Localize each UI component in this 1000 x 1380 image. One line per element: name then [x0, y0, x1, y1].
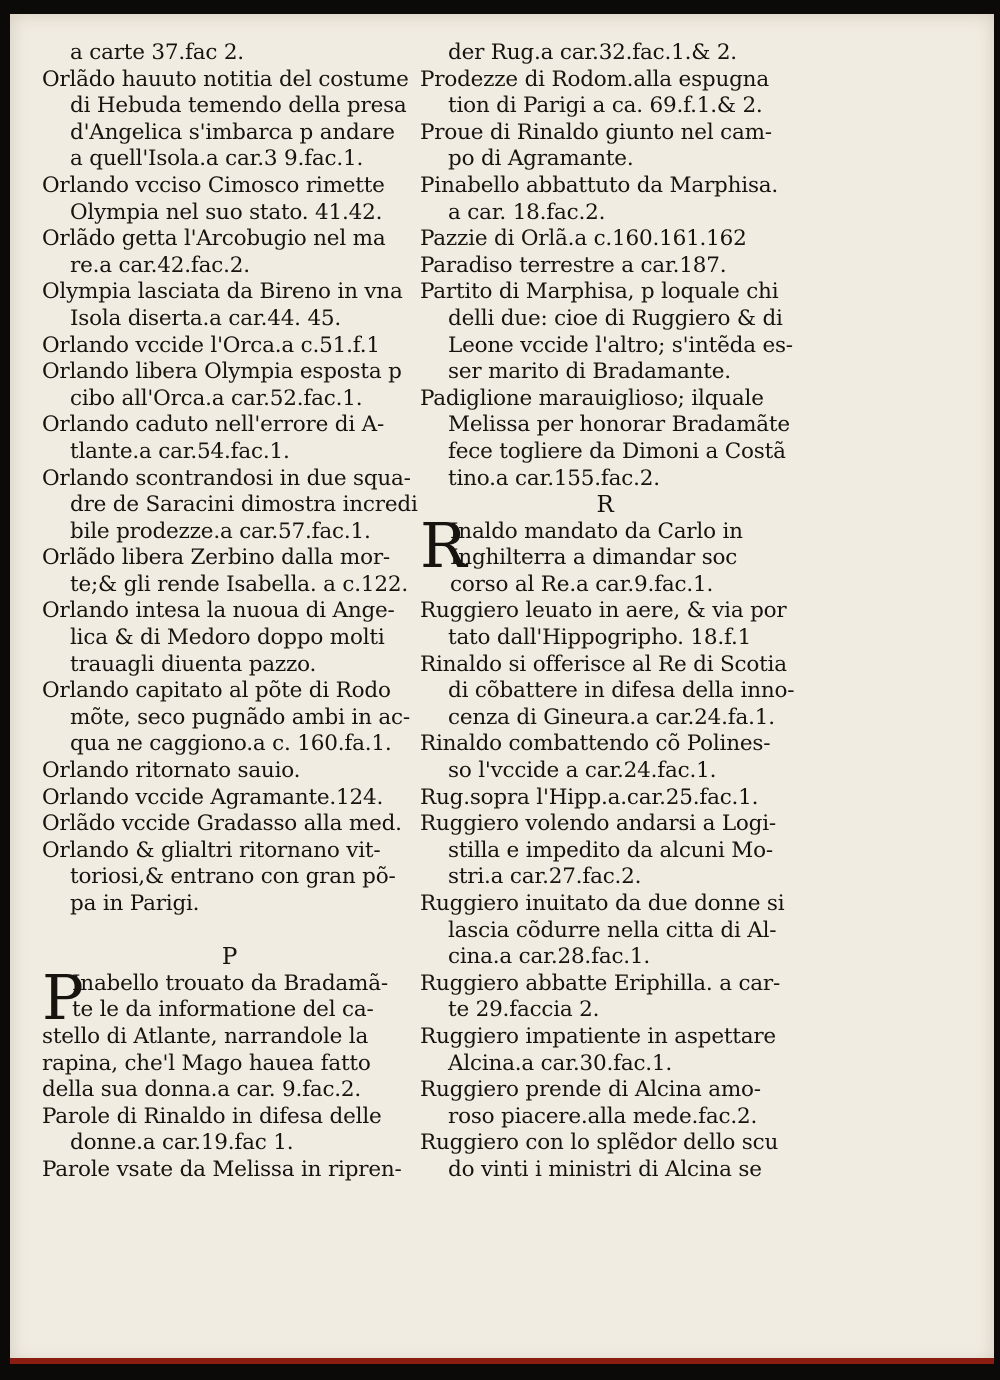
drop-cap-initial: R [420, 508, 467, 582]
index-entry [42, 1104, 417, 1157]
index-entry [42, 279, 417, 332]
entry-first-line: Orlãdo hauuto notitia del costume [42, 66, 409, 92]
entry-first-line: Rinaldo si offerisce al Re di Scotia [420, 651, 787, 677]
section-letter: P [221, 944, 238, 971]
continued-text: a carte 37.fac 2. [70, 40, 244, 65]
entry-first-line: Ruggiero leuato in aere, & via por [420, 598, 787, 624]
entry-continuation-line: Melissa per honorar Bradamãte [448, 412, 790, 438]
index-entry [42, 785, 417, 812]
drop-cap-line: rapina, che'l Mago hauea fatto [42, 1050, 371, 1076]
entry-continuation-line: delli due: cioe di Ruggiero & di [448, 305, 783, 331]
index-entry [420, 785, 790, 812]
entry-continuation-line: dre de Saracini dimostra incredi [70, 492, 418, 518]
entry-continuation-line: roso piacere.alla mede.fac.2. [448, 1103, 758, 1129]
entry-continuation-line: tion di Parigi a ca. 69.f.1.& 2. [448, 93, 763, 119]
entry-continuation-line: fece togliere da Dimoni a Costã [448, 438, 786, 464]
drop-cap-entry [42, 960, 417, 1104]
entry-first-line: Pinabello abbattuto da Marphisa. [420, 172, 779, 198]
entry-first-line: Orlando caduto nell'errore di A- [42, 412, 385, 438]
blank-space [42, 918, 417, 945]
entry-continuation-line: tato dall'Hippogripho. 18.f.1 [448, 625, 752, 651]
drop-cap-line: Inabello trouato da Bradamã- [72, 970, 388, 996]
index-entry [42, 545, 417, 598]
index-entry [42, 678, 417, 758]
index-entry [420, 253, 790, 280]
entry-continuation-line: d'Angelica s'imbarca p andare [70, 119, 395, 145]
entry-first-line: Orlando scontrandosi in due squa- [42, 465, 411, 491]
entry-first-line: Orlando & glialtri ritornano vit- [42, 837, 381, 863]
entry-continuation-line: a quell'Isola.a car.3 9.fac.1. [70, 146, 364, 172]
continued-line [420, 40, 790, 67]
entry-continuation-line: so l'vccide a car.24.fac.1. [448, 758, 717, 784]
entry-first-line: Orlãdo vccide Gradasso alla med. [42, 811, 402, 837]
index-entry [42, 466, 417, 546]
entry-first-line: Orlando libera Olympia esposta p [42, 359, 402, 385]
entry-first-line: Padiglione marauiglioso; ilquale [420, 385, 764, 411]
drop-cap-line: te le da informatione del ca- [72, 997, 374, 1023]
entry-first-line: Orlãdo libera Zerbino dalla mor- [42, 545, 390, 571]
entry-first-line: Orlando capitato al põte di Rodo [42, 678, 391, 704]
entry-first-line: Parole vsate da Melissa in ripren- [42, 1156, 402, 1182]
index-entry [420, 1130, 790, 1183]
entry-continuation-line: tlante.a car.54.fac.1. [70, 438, 290, 464]
entry-first-line: Rinaldo combattendo cõ Polines- [420, 731, 771, 757]
index-entry [420, 1077, 790, 1130]
entry-continuation-line: tino.a car.155.fac.2. [448, 465, 660, 491]
index-entry [42, 1157, 417, 1184]
index-entry [420, 891, 790, 971]
entry-continuation-line: stilla e impedito da alcuni Mo- [448, 837, 773, 863]
entry-continuation-line: te;& gli rende Isabella. a c.122. [70, 571, 408, 597]
index-entry [42, 359, 417, 412]
entry-first-line: Ruggiero inuitato da due donne si [420, 891, 785, 916]
continued-text: der Rug.a car.32.fac.1.& 2. [448, 40, 737, 65]
entry-continuation-line: cenza di Gineura.a car.24.fa.1. [448, 704, 775, 730]
entry-continuation-line: qua ne caggiono.a c. 160.fa.1. [70, 731, 392, 757]
entry-first-line: Orlando vcciso Cimosco rimette [42, 172, 385, 198]
entry-first-line: Paradiso terrestre a car.187. [420, 252, 727, 278]
index-entry [42, 838, 417, 918]
index-entry [42, 333, 417, 360]
entry-continuation-line: Alcina.a car.30.fac.1. [448, 1050, 673, 1076]
index-entry [420, 120, 790, 173]
entry-first-line: Proue di Rinaldo giunto nel cam- [420, 119, 772, 145]
entry-continuation-line: Olympia nel suo stato. 41.42. [70, 199, 383, 225]
index-entry [42, 412, 417, 465]
entry-first-line: Ruggiero abbatte Eriphilla. a car- [420, 970, 781, 996]
entry-continuation-line: Leone vccide l'altro; s'intẽda es- [448, 332, 793, 358]
index-entry [420, 386, 790, 492]
index-entry [42, 67, 417, 173]
entry-continuation-line: di cõbattere in difesa della inno- [448, 678, 795, 704]
index-entry [420, 1024, 790, 1077]
index-entry [42, 758, 417, 785]
page-edge [10, 1358, 994, 1364]
entry-continuation-line: lica & di Medoro doppo molti [70, 625, 385, 651]
entry-continuation-line: Isola diserta.a car.44. 45. [70, 305, 342, 331]
index-entry [420, 731, 790, 784]
entry-first-line: Partito di Marphisa, p loquale chi [420, 279, 779, 305]
index-entry [42, 598, 417, 678]
index-entry [420, 971, 790, 1024]
entry-continuation-line: di Hebuda temendo della presa [70, 93, 407, 119]
entry-first-line: Orlando vccide l'Orca.a c.51.f.1 [42, 332, 380, 358]
entry-first-line: Olympia lasciata da Bireno in vna [42, 279, 403, 305]
entry-continuation-line: donne.a car.19.fac 1. [70, 1130, 294, 1156]
right-column [420, 40, 795, 1184]
entry-continuation-line: lascia cõdurre nella citta di Al- [448, 917, 777, 943]
entry-continuation-line: mõte, seco pugnãdo ambi in ac- [70, 704, 410, 730]
entry-continuation-line: cina.a car.28.fac.1. [448, 944, 651, 970]
entry-continuation-line: re.a car.42.fac.2. [70, 252, 250, 278]
entry-first-line: Pazzie di Orlã.a c.160.161.162 [420, 226, 747, 252]
entry-first-line: Rug.sopra l'Hipp.a.car.25.fac.1. [420, 784, 759, 810]
entry-first-line: Orlando intesa la nuoua di Ange- [42, 598, 395, 624]
entry-continuation-line: cibo all'Orca.a car.52.fac.1. [70, 385, 363, 411]
drop-cap-line: corso al Re.a car.9.fac.1. [450, 571, 714, 597]
entry-first-line: Orlando vccide Agramante.124. [42, 784, 384, 810]
drop-cap-line: Inghilterra a dimandar soc [450, 545, 738, 571]
entry-first-line: Ruggiero volendo andarsi a Logi- [420, 811, 776, 837]
index-entry [42, 173, 417, 226]
entry-first-line: Prodezze di Rodom.alla espugna [420, 66, 769, 92]
entry-first-line: Parole di Rinaldo in difesa delle [42, 1103, 382, 1129]
index-entry [42, 811, 417, 838]
section-letter: R [596, 492, 614, 519]
entry-first-line: Orlãdo getta l'Arcobugio nel ma [42, 226, 386, 252]
index-entry [420, 651, 795, 732]
index-entry [420, 279, 793, 385]
entry-first-line: Ruggiero prende di Alcina amo- [420, 1077, 761, 1103]
entry-continuation-line: trauagli diuenta pazzo. [70, 651, 317, 677]
entry-continuation-line: po di Agramante. [448, 146, 634, 172]
entry-continuation-line: toriosi,& entrano con gran põ- [70, 864, 396, 890]
continued-line [42, 40, 417, 67]
drop-cap-initial: P [42, 960, 84, 1034]
drop-cap-entry [420, 508, 790, 599]
index-entry [42, 226, 417, 279]
entry-first-line: Orlando ritornato sauio. [42, 758, 301, 784]
entry-continuation-line: a car. 18.fac.2. [448, 199, 606, 225]
entry-continuation-line: do vinti i ministri di Alcina se [448, 1156, 762, 1182]
entry-continuation-line: stri.a car.27.fac.2. [448, 864, 642, 890]
index-entry [420, 598, 790, 651]
drop-cap-line: della sua donna.a car. 9.fac.2. [42, 1077, 362, 1103]
left-column [42, 40, 417, 1184]
index-entry [420, 811, 790, 891]
entry-continuation-line: bile prodezze.a car.57.fac.1. [70, 518, 371, 544]
entry-continuation-line: te 29.faccia 2. [448, 997, 600, 1023]
entry-continuation-line: ser marito di Bradamante. [448, 359, 731, 385]
drop-cap-line: stello di Atlante, narrandole la [42, 1023, 369, 1049]
index-entry [420, 226, 790, 253]
drop-cap-line: Inaldo mandato da Carlo in [450, 518, 743, 544]
index-entry [420, 67, 790, 120]
entry-first-line: Ruggiero impatiente in aspettare [420, 1023, 776, 1049]
entry-first-line: Ruggiero con lo splẽdor dello scu [420, 1130, 779, 1156]
entry-continuation-line: pa in Parigi. [70, 891, 200, 916]
index-entry [420, 173, 790, 226]
